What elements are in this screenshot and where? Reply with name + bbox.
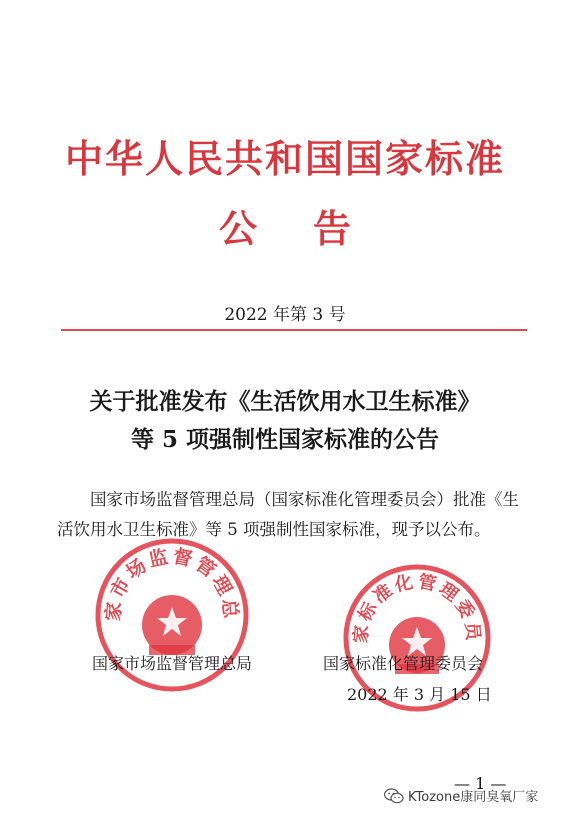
red-divider-line <box>61 329 527 331</box>
svg-text:家市场监督管理总: 家市场监督管理总 <box>102 545 242 622</box>
document-title-line-2: 等 5 项强制性国家标准的公告 <box>130 426 440 453</box>
standard-header-title: 中华人民共和国国家标准 <box>64 136 505 181</box>
svg-text:家标准化管理委员: 家标准化管理委员 <box>350 571 484 645</box>
notice-title: 公告 <box>218 206 407 251</box>
issue-number: 2022 年第 3 号 <box>224 305 346 325</box>
watermark-text: KTozone康同臭氧厂家 <box>408 790 539 805</box>
document-title-line-1: 关于批准发布《生活饮用水卫生标准》 <box>89 388 481 415</box>
page-number: — 1 — <box>454 774 507 793</box>
issue-date: 2022 年 3 月 15 日 <box>347 685 492 704</box>
signatory-right: 国家标准化管理委员会 <box>323 654 484 673</box>
wechat-icon <box>384 788 404 804</box>
document-body: 国家市场监督管理总局（国家标准化管理委员会）批准《生活饮用水卫生标准》等 5 项强制性国家标准，现予以公布。 <box>57 490 519 539</box>
watermark <box>384 786 538 805</box>
signatory-left: 国家市场监督管理总局 <box>92 654 253 673</box>
